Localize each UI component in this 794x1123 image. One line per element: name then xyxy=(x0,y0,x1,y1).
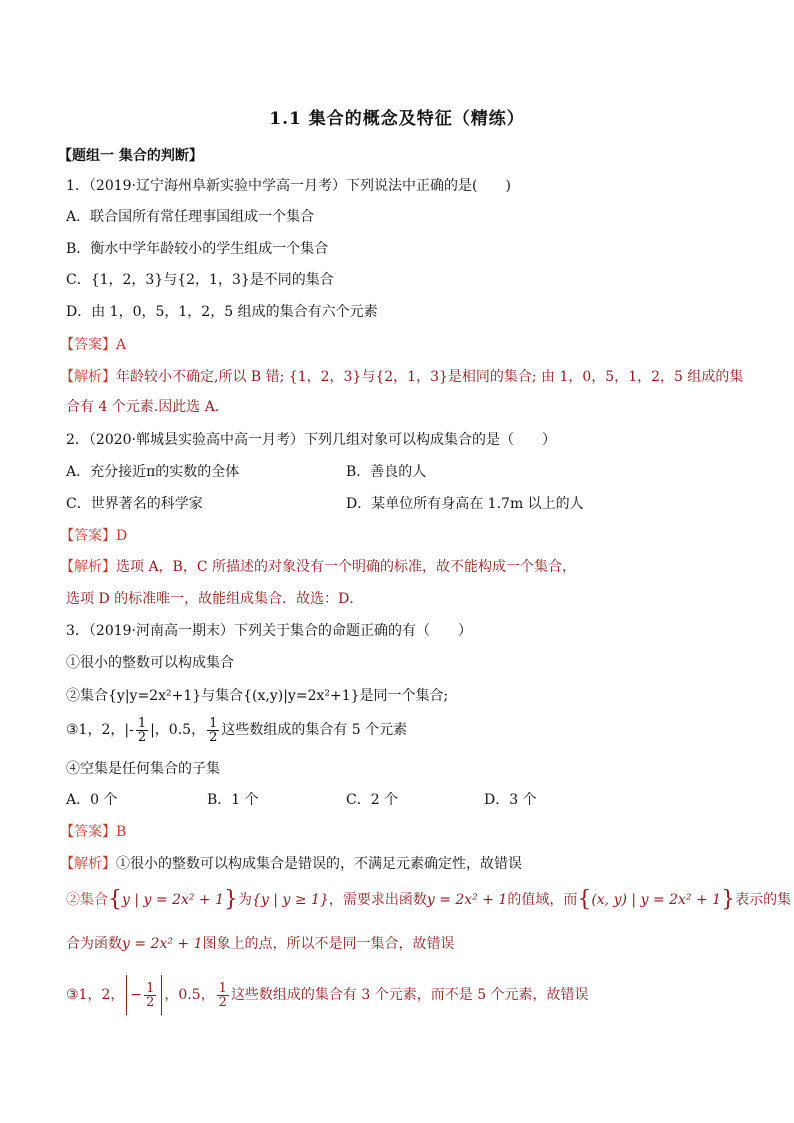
analysis-3-text-b: 图象上的点，所以不是同一集合，故错误 xyxy=(202,936,455,952)
fraction-numerator: 1 xyxy=(146,980,155,996)
q2-option-a: A．充分接近π的实数的全体 xyxy=(66,464,240,480)
q3-answer xyxy=(60,822,126,842)
answer-value: B xyxy=(116,824,127,840)
analysis-4-suffix: 这些数组成的集合有 3 个元素，而不是 5 个元素，故错误 xyxy=(230,987,589,1003)
analysis-4-middle: ，0.5， xyxy=(164,987,215,1003)
q3-option-c: C．2 个 xyxy=(346,792,399,808)
analysis-2-text-b: 为 xyxy=(238,892,253,908)
q3-stem: 3．（2019·河南高一期末）下列关于集合的命题正确的有（ ） xyxy=(66,623,472,639)
fraction-one-half xyxy=(144,982,156,1009)
fraction-denominator: 2 xyxy=(218,994,227,1010)
page-title: 1.1 集合的概念及特征（精练） xyxy=(269,109,525,129)
right-brace: } xyxy=(721,887,736,912)
q3-statement-4: ④空集是任何集合的子集 xyxy=(66,761,220,777)
q3-statement-1: ①很小的整数可以构成集合 xyxy=(66,655,234,671)
fraction-numerator: 1 xyxy=(137,715,147,731)
answer-value: A xyxy=(116,337,127,353)
q3-option-d: D．3 个 xyxy=(484,792,537,808)
q2-option-b: B．善良的人 xyxy=(346,464,427,480)
right-brace: } xyxy=(224,887,239,912)
q1-answer xyxy=(60,335,126,355)
q1-option-d: D．由 1，0，5，1，2，5 组成的集合有六个元素 xyxy=(66,304,378,320)
q1-option-c: C．{1，2，3}与{2，1，3}是不同的集合 xyxy=(66,272,334,288)
q1-analysis-line1 xyxy=(60,367,743,387)
q3-analysis-line4 xyxy=(66,975,589,1015)
fraction-numerator: 1 xyxy=(209,715,218,731)
fraction-denominator: 2 xyxy=(146,994,155,1010)
analysis-text: 年龄较小不确定,所以 B 错; {1，2，3}与{2，1，3}是相同的集合; 由 1，0，5，1，2，5 组成的集 xyxy=(116,369,744,385)
set-expression-3: (x, y) | y = 2x² + 1 xyxy=(591,892,722,908)
function-expression: y = 2x² + 1 xyxy=(426,892,508,908)
q1-analysis-line2: 合有 4 个元素.因此选 A. xyxy=(66,399,220,415)
answer-tag: 【答案】 xyxy=(60,528,116,544)
analysis-4-prefix: ③1，2， xyxy=(66,987,125,1003)
q3-analysis-line2 xyxy=(66,886,791,914)
analysis-text: ①很小的整数可以构成集合是错误的，不满足元素确定性，故错误 xyxy=(116,856,522,872)
function-expression: y = 2x² + 1 xyxy=(122,936,203,952)
q3-statement-2: ②集合{y|y=2x²+1}与集合{(x,y)|y=2x²+1}是同一个集合; xyxy=(66,688,449,704)
statement-3-middle: |，0.5， xyxy=(150,722,206,738)
q2-stem: 2．（2020·郸城县实验高中高一月考）下列几组对象可以构成集合的是（ ） xyxy=(66,432,556,448)
answer-value: D xyxy=(116,528,128,544)
set-expression-2: {y | y ≥ 1} xyxy=(252,892,329,908)
q2-analysis-line2: 选项 D 的标准唯一，故能组成集合．故选：D． xyxy=(66,591,364,607)
fraction-one-half xyxy=(207,717,219,744)
negative-sign: − xyxy=(130,987,143,1003)
analysis-2-text-e: 表示的集 xyxy=(735,892,792,908)
fraction-denominator: 2 xyxy=(137,729,147,745)
section-heading: 【题组一 集合的判断】 xyxy=(58,148,203,164)
analysis-tag: 【解析】 xyxy=(60,559,116,575)
analysis-2-lead: ②集合 xyxy=(66,892,108,908)
analysis-2-text-d: 的值域，而 xyxy=(507,892,578,908)
analysis-tag: 【解析】 xyxy=(60,369,116,385)
answer-tag: 【答案】 xyxy=(60,337,116,353)
analysis-2-text-c: ，需要求出函数 xyxy=(328,892,427,908)
fraction-denominator: 2 xyxy=(209,729,218,745)
q1-option-b: B．衡水中学年龄较小的学生组成一个集合 xyxy=(66,241,329,257)
q1-stem: 1．（2019·辽宁海州阜新实验中学高一月考）下列说法中正确的是( ) xyxy=(66,178,511,194)
fraction-one-half xyxy=(136,717,148,744)
fraction-numerator: 1 xyxy=(218,980,227,996)
q3-statement-3 xyxy=(66,712,407,748)
fraction-one-half xyxy=(217,982,229,1009)
q3-analysis-line1 xyxy=(60,854,522,874)
statement-3-suffix: 这些数组成的集合有 5 个元素 xyxy=(221,722,408,738)
set-expression-1: y | y = 2x² + 1 xyxy=(122,892,225,908)
answer-tag: 【答案】 xyxy=(60,824,116,840)
statement-3-prefix: ③1，2，|- xyxy=(66,722,134,738)
left-brace: { xyxy=(108,887,122,912)
absolute-value-bars xyxy=(126,975,162,1015)
q2-option-d: D．某单位所有身高在 1.7m 以上的人 xyxy=(346,496,584,512)
analysis-tag: 【解析】 xyxy=(60,856,116,872)
q2-analysis-line1 xyxy=(60,557,576,577)
q1-option-a: A．联合国所有常任理事国组成一个集合 xyxy=(66,209,315,225)
analysis-text: 选项 A，B，C 所描述的对象没有一个明确的标准，故不能构成一个集合， xyxy=(116,559,577,575)
q2-option-c: C．世界著名的科学家 xyxy=(66,496,203,512)
left-brace: { xyxy=(577,887,592,912)
q2-answer xyxy=(60,526,127,546)
q3-option-b: B．1 个 xyxy=(207,792,259,808)
analysis-3-text-a: 合为函数 xyxy=(66,936,122,952)
q3-option-a: A．0 个 xyxy=(66,792,118,808)
q3-analysis-line3 xyxy=(66,934,455,954)
